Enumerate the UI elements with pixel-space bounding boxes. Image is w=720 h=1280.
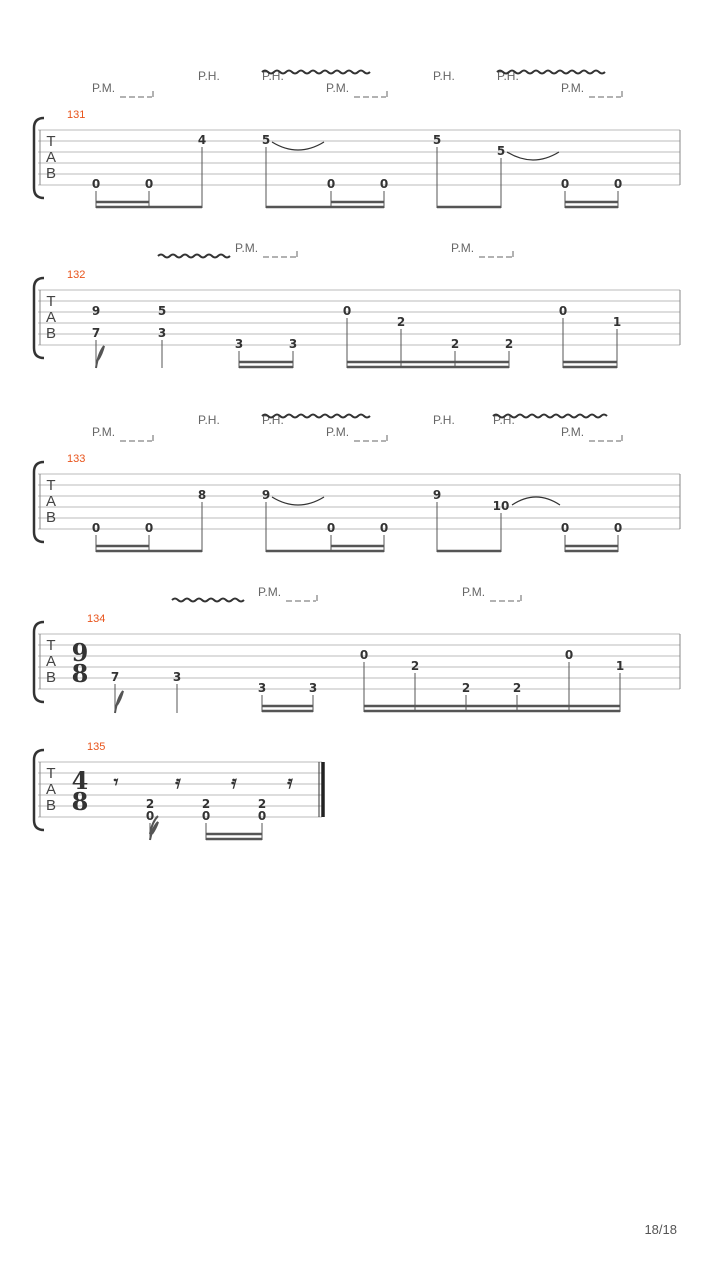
pinch-harmonic-label: P.H. [493,413,515,427]
fret-number: 0 [145,809,155,823]
tab-clef-b: B [45,797,57,814]
note-flag [115,691,123,713]
fret-number: 8 [197,488,207,502]
time-signature-bottom: 8 [71,787,89,816]
fret-number: 9 [432,488,442,502]
eighth-rest-icon: 𝄾 [113,772,119,793]
fret-number: 3 [234,337,244,351]
fret-number: 7 [110,670,120,684]
fret-number: 0 [359,648,369,662]
fret-number: 9 [91,304,101,318]
tab-clef-b: B [45,165,57,182]
tab-clef-t: T [46,293,56,310]
fret-number: 0 [201,809,211,823]
system-133 [34,413,680,552]
tab-clef-t: T [46,477,56,494]
pinch-harmonic-label: P.H. [198,413,220,427]
palm-mute-label: P.M. [462,585,486,599]
time-signature-top: 4 [71,766,89,795]
fret-number: 0 [144,521,154,535]
system-131 [34,69,680,208]
fret-number: 0 [144,177,154,191]
pinch-harmonic-label: P.H. [497,69,519,83]
tab-clef-a: A [45,493,57,510]
note-flag [96,346,104,368]
sixteenth-rest-icon: 𝄿 [175,772,181,793]
tab-clef-a: A [45,781,57,798]
palm-mute-label: P.M. [326,81,350,95]
fret-number: 0 [326,521,336,535]
tab-clef-b: B [45,509,57,526]
fret-number: 0 [91,177,101,191]
fret-number: 5 [157,304,167,318]
fret-number: 2 [410,659,420,673]
fret-number: 0 [560,521,570,535]
sixteenth-rest-icon: 𝄿 [231,772,237,793]
fret-number: 0 [560,177,570,191]
fret-number: 3 [172,670,182,684]
palm-mute-label: P.M. [326,425,350,439]
tab-clef-a: A [45,653,57,670]
tab-clef-t: T [46,637,56,654]
fret-number: 1 [612,315,622,329]
system-135 [34,741,323,840]
fret-number: 2 [145,797,155,811]
sixteenth-rest-icon: 𝄿 [287,772,293,793]
fret-number: 5 [261,133,271,147]
fret-number: 9 [261,488,271,502]
fret-number: 0 [558,304,568,318]
fret-number: 0 [379,521,389,535]
tab-clef-t: T [46,765,56,782]
fret-number: 0 [342,304,352,318]
fret-number: 2 [461,681,471,695]
pinch-harmonic-label: P.H. [262,69,284,83]
measure-number: 135 [87,741,106,753]
system-132 [34,241,680,368]
measure-number: 134 [87,613,106,625]
pinch-harmonic-label: P.H. [433,413,455,427]
palm-mute-label: P.M. [235,241,259,255]
tab-clef-b: B [45,325,57,342]
palm-mute-label: P.M. [92,425,116,439]
measure-number: 131 [67,109,86,121]
pinch-harmonic-label: P.H. [198,69,220,83]
palm-mute-label: P.M. [92,81,116,95]
fret-number: 4 [197,133,207,147]
fret-number: 3 [157,326,167,340]
fret-number: 0 [91,521,101,535]
fret-number: 2 [396,315,406,329]
fret-number: 1 [615,659,625,673]
measure-number: 132 [67,269,86,281]
vibrato-icon [172,599,244,602]
tie [272,142,324,150]
fret-number: 5 [432,133,442,147]
fret-number: 2 [201,797,211,811]
tie [512,497,560,505]
fret-number: 0 [326,177,336,191]
palm-mute-label: P.M. [451,241,475,255]
fret-number: 3 [257,681,267,695]
fret-number: 2 [450,337,460,351]
measure-number: 133 [67,453,86,465]
fret-number: 0 [613,521,623,535]
tie [507,152,559,160]
palm-mute-label: P.M. [561,81,585,95]
time-signature-top: 9 [71,638,89,667]
tab-clef-b: B [45,669,57,686]
fret-number: 2 [512,681,522,695]
tab-clef-a: A [45,309,57,326]
tie [272,497,324,505]
pinch-harmonic-label: P.H. [433,69,455,83]
fret-number: 7 [91,326,101,340]
page-number: 18/18 [644,1222,677,1237]
fret-number: 10 [492,499,510,513]
tab-clef-a: A [45,149,57,166]
palm-mute-label: P.M. [561,425,585,439]
system-134 [34,585,680,713]
fret-number: 3 [288,337,298,351]
vibrato-icon [158,255,230,258]
fret-number: 0 [564,648,574,662]
fret-number: 2 [504,337,514,351]
fret-number: 5 [496,144,506,158]
tab-clef-t: T [46,133,56,150]
fret-number: 2 [257,797,267,811]
fret-number: 3 [308,681,318,695]
fret-number: 0 [379,177,389,191]
fret-number: 0 [257,809,267,823]
time-signature-bottom: 8 [71,659,89,688]
fret-number: 0 [613,177,623,191]
pinch-harmonic-label: P.H. [262,413,284,427]
palm-mute-label: P.M. [258,585,282,599]
